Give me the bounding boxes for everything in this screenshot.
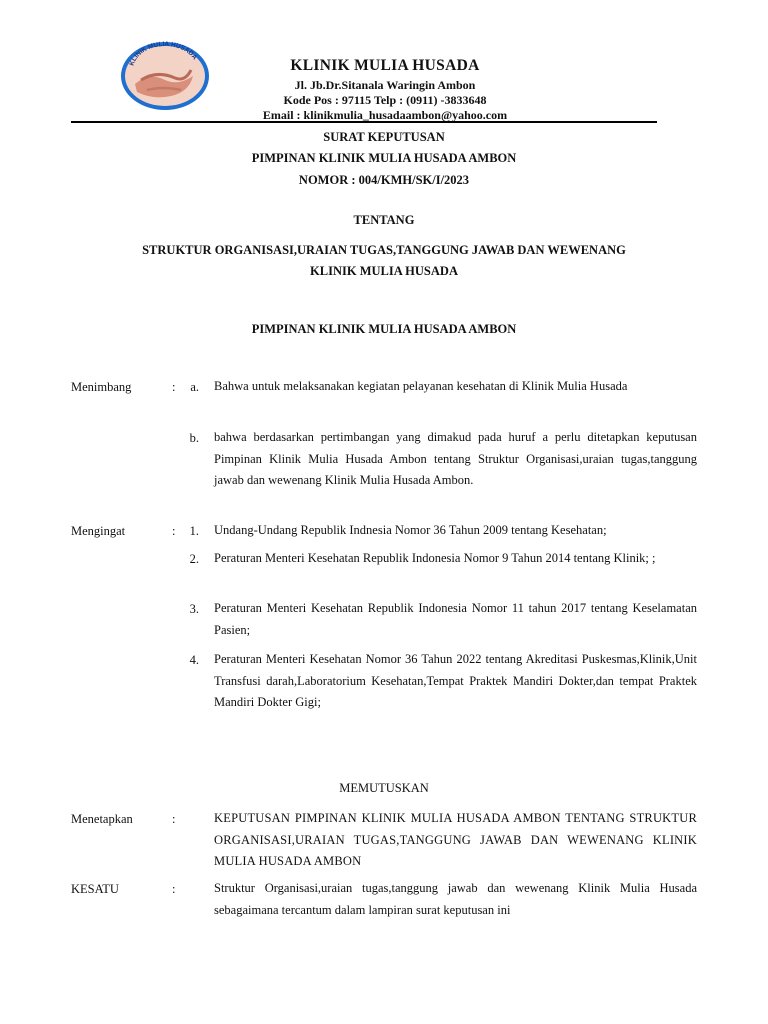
kesatu-text: Struktur Organisasi,uraian tugas,tanggung jawab dan wewenang Klinik Mulia Husada sebagaimana tercantum dalam lampiran surat keputusan ini xyxy=(214,881,697,917)
menetapkan-colon: : xyxy=(172,812,176,826)
logo-lettering: KLINIK MULIA HUSADA xyxy=(128,40,199,67)
clinic-address: Jl. Jb.Dr.Sitanala Waringin Ambon xyxy=(294,78,476,92)
menimbang-colon: : xyxy=(172,380,176,394)
mengingat-marker-3: 3. xyxy=(189,602,199,616)
kesatu-colon: : xyxy=(172,882,176,896)
menimbang-item-b: bahwa berdasarkan pertimbangan yang dimakud pada huruf a perlu ditetapkan keputusan Pimpinan Klinik Mulia Husada Ambon tentang Struktur Organisasi,uraian tugas,tanggung jawab dan wewenang Klinik Mulia Husada Ambon. xyxy=(214,430,697,488)
decree-number: NOMOR : 004/KMH/SK/I/2023 xyxy=(298,173,470,187)
mengingat-item-4: Peraturan Menteri Kesehatan Nomor 36 Tahun 2022 tentang Akreditasi Puskesmas,Klinik,Unit Transfusi darah,Laboratorium Kesehatan,Tempat Praktek Mandiri Dokter,dan tempat Praktek Mandiri Dokter Gigi; xyxy=(214,652,697,710)
menetapkan-label: Menetapkan xyxy=(71,812,133,826)
mengingat-colon: : xyxy=(172,524,176,538)
decree-about: TENTANG xyxy=(353,213,415,227)
clinic-email: Email : klinikmulia_husadaambon@yahoo.com xyxy=(262,108,508,122)
decree-subject-line1: STRUKTUR ORGANISASI,URAIAN TUGAS,TANGGUNG JAWAB DAN WEWENANG xyxy=(142,243,626,257)
mengingat-item-3: Peraturan Menteri Kesehatan Republik Indonesia Nomor 11 tahun 2017 tentang Keselamatan Pasien; xyxy=(214,601,697,637)
mengingat-marker-1: 1. xyxy=(189,524,199,538)
decree-subject-line2: KLINIK MULIA HUSADA xyxy=(310,264,458,278)
menimbang-marker-b: b. xyxy=(189,431,199,445)
clinic-postal-phone: Kode Pos : 97115 Telp : (0911) -3833648 xyxy=(283,93,487,107)
decree-title: SURAT KEPUTUSAN xyxy=(323,130,445,144)
menetapkan-text: KEPUTUSAN PIMPINAN KLINIK MULIA HUSADA AMBON TENTANG STRUKTUR ORGANISASI,URAIAN TUGAS,TANGGUNG JAWAB DAN WEWENANG KLINIK MULIA HUSADA AMBON xyxy=(214,811,697,869)
mengingat-item-2: Peraturan Menteri Kesehatan Republik Indonesia Nomor 9 Tahun 2014 tentang Klinik; ; xyxy=(214,551,656,565)
mengingat-item-1: Undang-Undang Republik Indnesia Nomor 36 Tahun 2009 tentang Kesehatan; xyxy=(214,523,607,537)
mengingat-marker-2: 2. xyxy=(189,552,199,566)
header-divider xyxy=(71,121,657,123)
mengingat-marker-4: 4. xyxy=(189,653,199,667)
menimbang-label: Menimbang xyxy=(71,380,132,394)
clinic-name: KLINIK MULIA HUSADA xyxy=(290,57,480,74)
mengingat-label: Mengingat xyxy=(71,524,126,538)
menimbang-item-a: Bahwa untuk melaksanakan kegiatan pelayanan kesehatan di Klinik Mulia Husada xyxy=(214,379,628,393)
kesatu-label: KESATU xyxy=(71,882,119,896)
menimbang-marker-a: a. xyxy=(190,380,199,394)
decree-issuer: PIMPINAN KLINIK MULIA HUSADA AMBON xyxy=(251,151,517,165)
decree-authority: PIMPINAN KLINIK MULIA HUSADA AMBON xyxy=(251,322,517,336)
clinic-logo xyxy=(119,40,211,112)
memutuskan-heading: MEMUTUSKAN xyxy=(339,781,429,795)
